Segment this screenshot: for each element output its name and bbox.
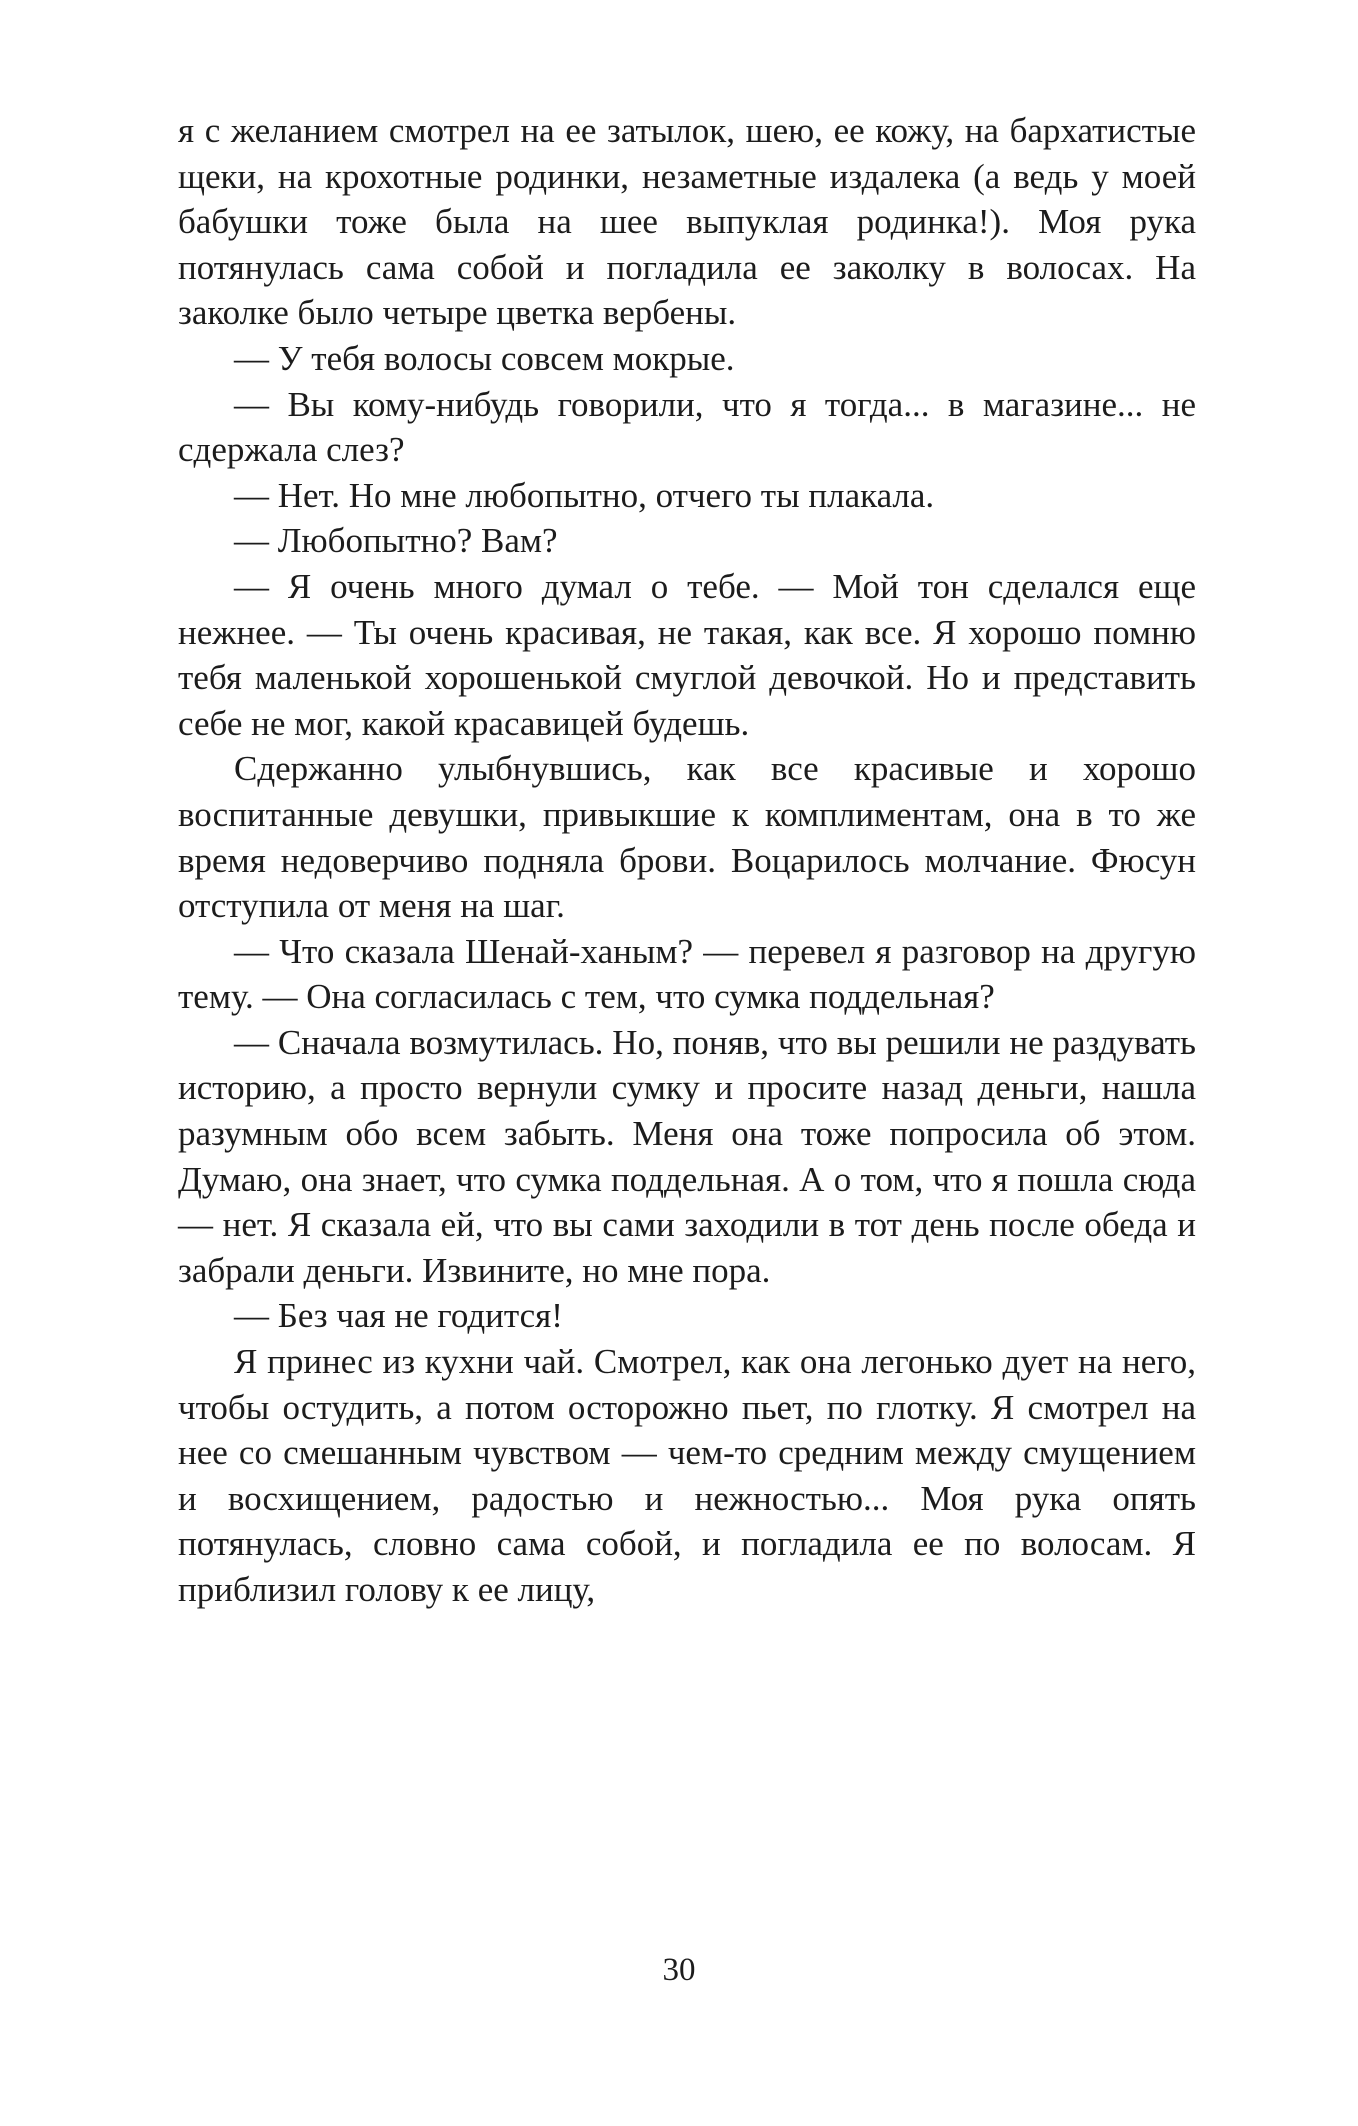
paragraph-7: Сдержанно улыбнувшись, как все красивые и хорошо воспитанные девушки, привыкшие к комплиментам, она в то же время недоверчиво подняла брови. Воцарилось молчание. Фюсун отступила от меня на шаг. — [178, 749, 1196, 926]
paragraph-6: — Я очень много думал о тебе. — Мой тон сделался еще нежнее. — Ты очень красивая, не такая, как все. Я хорошо помню тебя маленькой хорошенькой смуглой девочкой. Но и представить себе не мог, какой красавицей будешь. — [178, 566, 1196, 743]
paragraph-3: — Вы кому-нибудь говорили, что я тогда... в магазине... не сдержала слез? — [178, 384, 1196, 470]
paragraph-10: — Без чая не годится! — [234, 1296, 563, 1336]
paragraph-5: — Любопытно? Вам? — [234, 521, 558, 561]
body-text — [178, 108, 1196, 1613]
paragraph-11: Я принес из кухни чай. Смотрел, как она легонько дует на него, чтобы остудить, а потом осторожно пьет, по глотку. Я смотрел на нее со смешанным чувством — чем-то средним между смущением и восхищением, радостью и нежностью... Моя рука опять потянулась, словно сама собой, и погладила ее по волосам. Я приблизил голову к ее лицу, — [178, 1342, 1196, 1609]
paragraph-4: — Нет. Но мне любопытно, отчего ты плакала. — [234, 475, 935, 515]
paragraph-9: — Сначала возмутилась. Но, поняв, что вы решили не раздувать историю, а просто вернули сумку и просите назад деньги, нашла разумным обо всем забыть. Меня она тоже попросила об этом. Думаю, она знает, что сумка поддельная. А о том, что я пошла сюда — нет. Я сказала ей, что вы сами заходили в тот день после обеда и забрали деньги. Извините, но мне пора. — [178, 1022, 1196, 1290]
page-number: 30 — [662, 1952, 696, 1988]
paragraph-1: я с желанием смотрел на ее затылок, шею, ее кожу, на бархатистые щеки, на крохотные родинки, незаметные издалека (а ведь у моей бабушки тоже была на шее выпуклая родинка!). Моя рука потянулась сама собой и погладила ее заколку в волосах. На заколке было четыре цветка вербены. — [178, 111, 1196, 333]
paragraph-2: — У тебя волосы совсем мокрые. — [234, 338, 735, 378]
paragraph-8: — Что сказала Шенай-ханым? — перевел я разговор на другую тему. — Она согласилась с тем, что сумка поддельная? — [178, 931, 1196, 1017]
